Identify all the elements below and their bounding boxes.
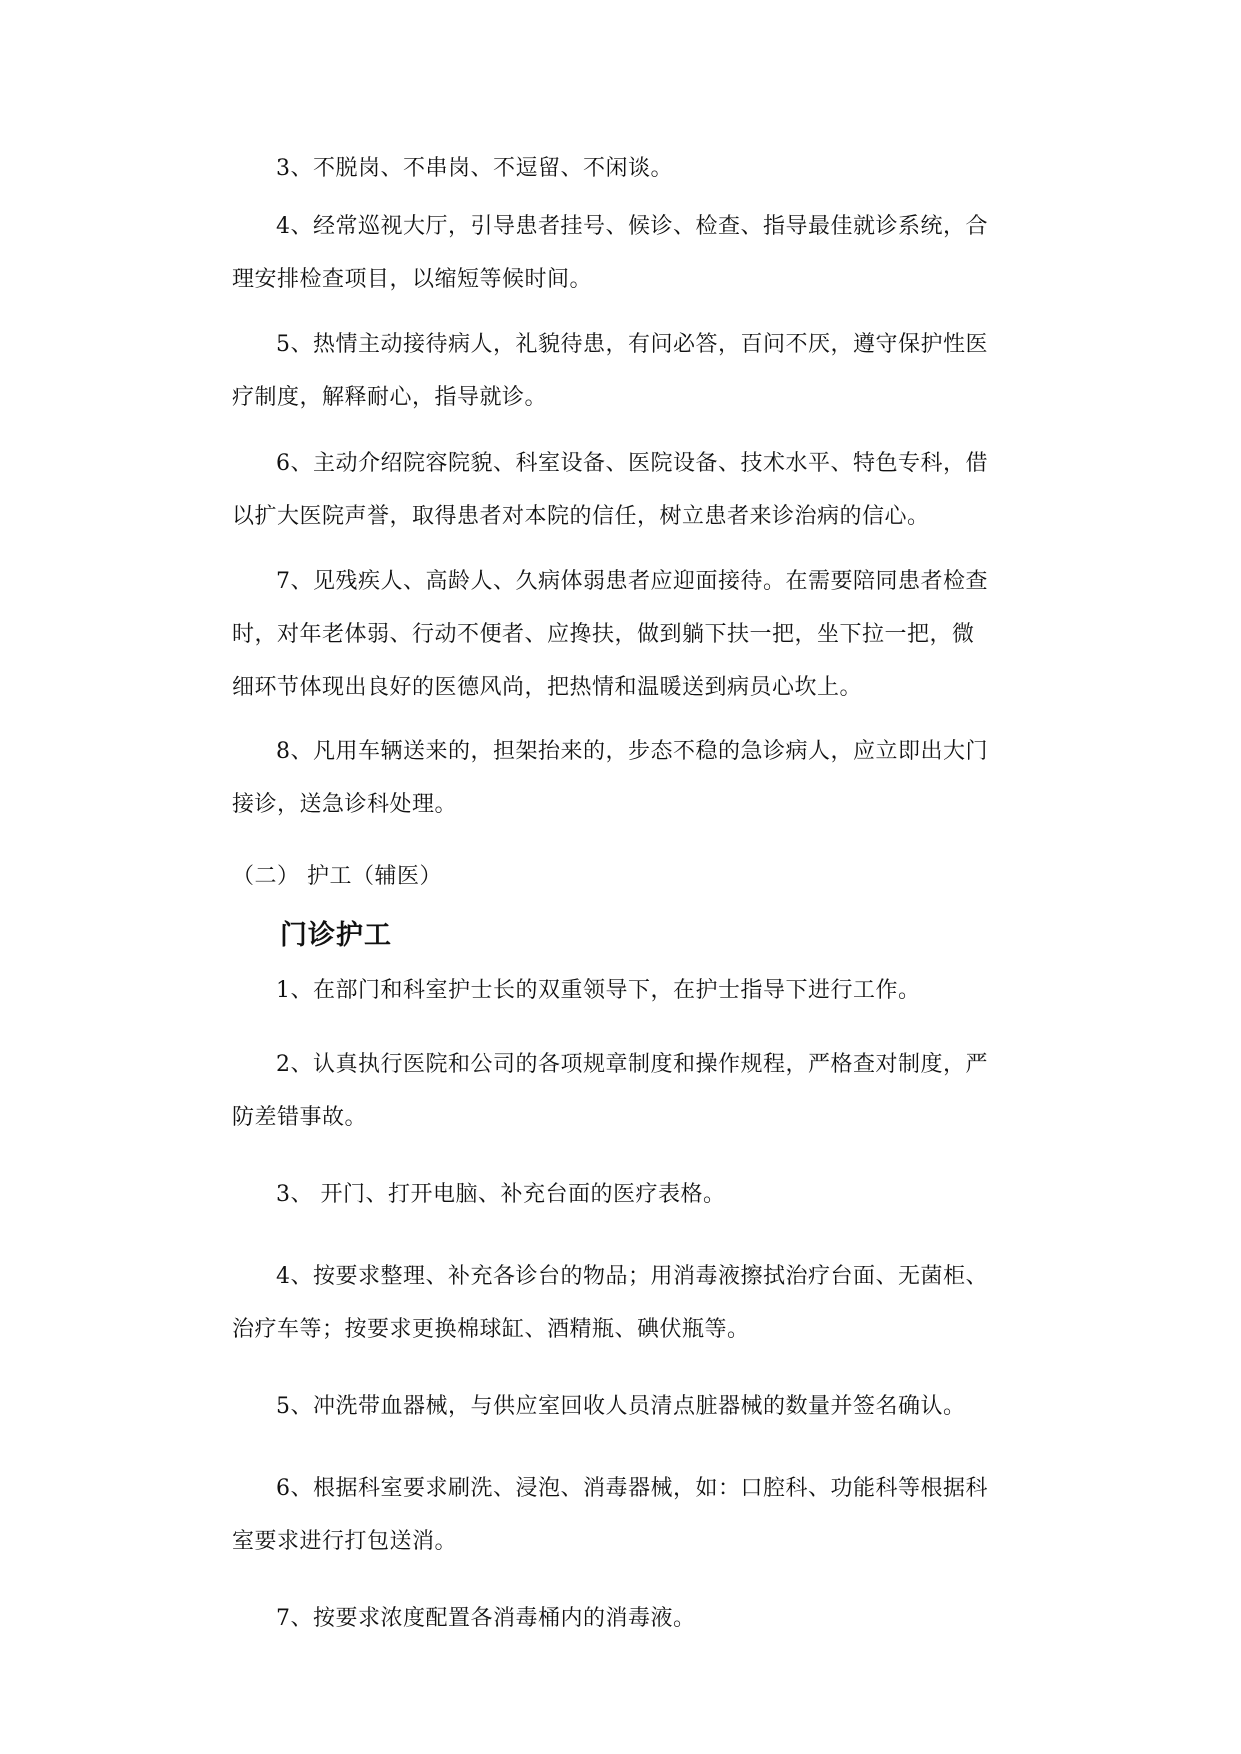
duty-line: 以扩大医院声誉，取得患者对本院的信任，树立患者来诊治病的信心。 (232, 504, 930, 529)
subheading: 门诊护工 (280, 920, 392, 951)
duty-item-8 (232, 725, 1062, 831)
nurse-duty-item-4 (232, 1250, 1062, 1356)
duty-line: 防差错事故。 (232, 1105, 368, 1130)
nurse-duty-item-5 (232, 1380, 1062, 1433)
duty-line: 室要求进行打包送消。 (232, 1529, 458, 1554)
duty-line: 时，对年老体弱、行动不便者、应搀扶，做到躺下扶一把，坐下拉一把，微 (232, 622, 975, 647)
duty-item-7 (232, 555, 1062, 714)
nurse-duty-item-1 (232, 964, 1062, 1017)
duty-line: 理安排检查项目，以缩短等候时间。 (232, 267, 593, 292)
duty-line: 6、根据科室要求刷洗、浸泡、消毒器械，如：口腔科、功能科等根据科 (276, 1476, 988, 1501)
duty-line: 疗制度，解释耐心，指导就诊。 (232, 385, 548, 410)
nurse-duty-item-6 (232, 1462, 1062, 1568)
duty-line: 7、见残疾人、高龄人、久病体弱患者应迎面接待。在需要陪同患者检查 (276, 569, 988, 594)
duty-line: 3、 开门、打开电脑、补充台面的医疗表格。 (276, 1182, 726, 1207)
duty-line: 2、认真执行医院和公司的各项规章制度和操作规程，严格查对制度，严 (276, 1052, 988, 1077)
nurse-duty-item-7 (232, 1592, 1062, 1645)
duty-line: 1、在部门和科室护士长的双重领导下，在护士指导下进行工作。 (276, 978, 921, 1003)
duty-item-6 (232, 437, 1062, 543)
duty-line: 5、热情主动接待病人，礼貌待患，有问必答，百问不厌，遵守保护性医 (276, 332, 988, 357)
duty-line: 8、凡用车辆送来的，担架抬来的，步态不稳的急诊病人，应立即出大门 (276, 739, 988, 764)
duty-line: 接诊，送急诊科处理。 (232, 792, 458, 817)
section-label: （二） 护工（辅医） (232, 864, 442, 889)
nurse-duty-item-3 (232, 1168, 1062, 1221)
duty-line: 7、按要求浓度配置各消毒桶内的消毒液。 (276, 1606, 696, 1631)
duty-line: 细环节体现出良好的医德风尚，把热情和温暖送到病员心坎上。 (232, 675, 863, 700)
duty-item-5 (232, 318, 1062, 424)
duty-line: 3、不脱岗、不串岗、不逗留、不闲谈。 (276, 156, 673, 181)
nurse-duty-item-2 (232, 1038, 1062, 1144)
duty-line: 5、冲洗带血器械，与供应室回收人员清点脏器械的数量并签名确认。 (276, 1394, 966, 1419)
duty-line: 4、经常巡视大厅，引导患者挂号、候诊、检查、指导最佳就诊系统，合 (276, 214, 988, 239)
duty-item-4 (232, 200, 1062, 306)
duty-line: 4、按要求整理、补充各诊台的物品；用消毒液擦拭治疗台面、无菌柜、 (276, 1264, 988, 1289)
duty-item-3 (232, 142, 1062, 195)
duty-line: 6、主动介绍院容院貌、科室设备、医院设备、技术水平、特色专科，借 (276, 451, 988, 476)
duty-line: 治疗车等；按要求更换棉球缸、酒精瓶、碘伏瓶等。 (232, 1317, 750, 1342)
